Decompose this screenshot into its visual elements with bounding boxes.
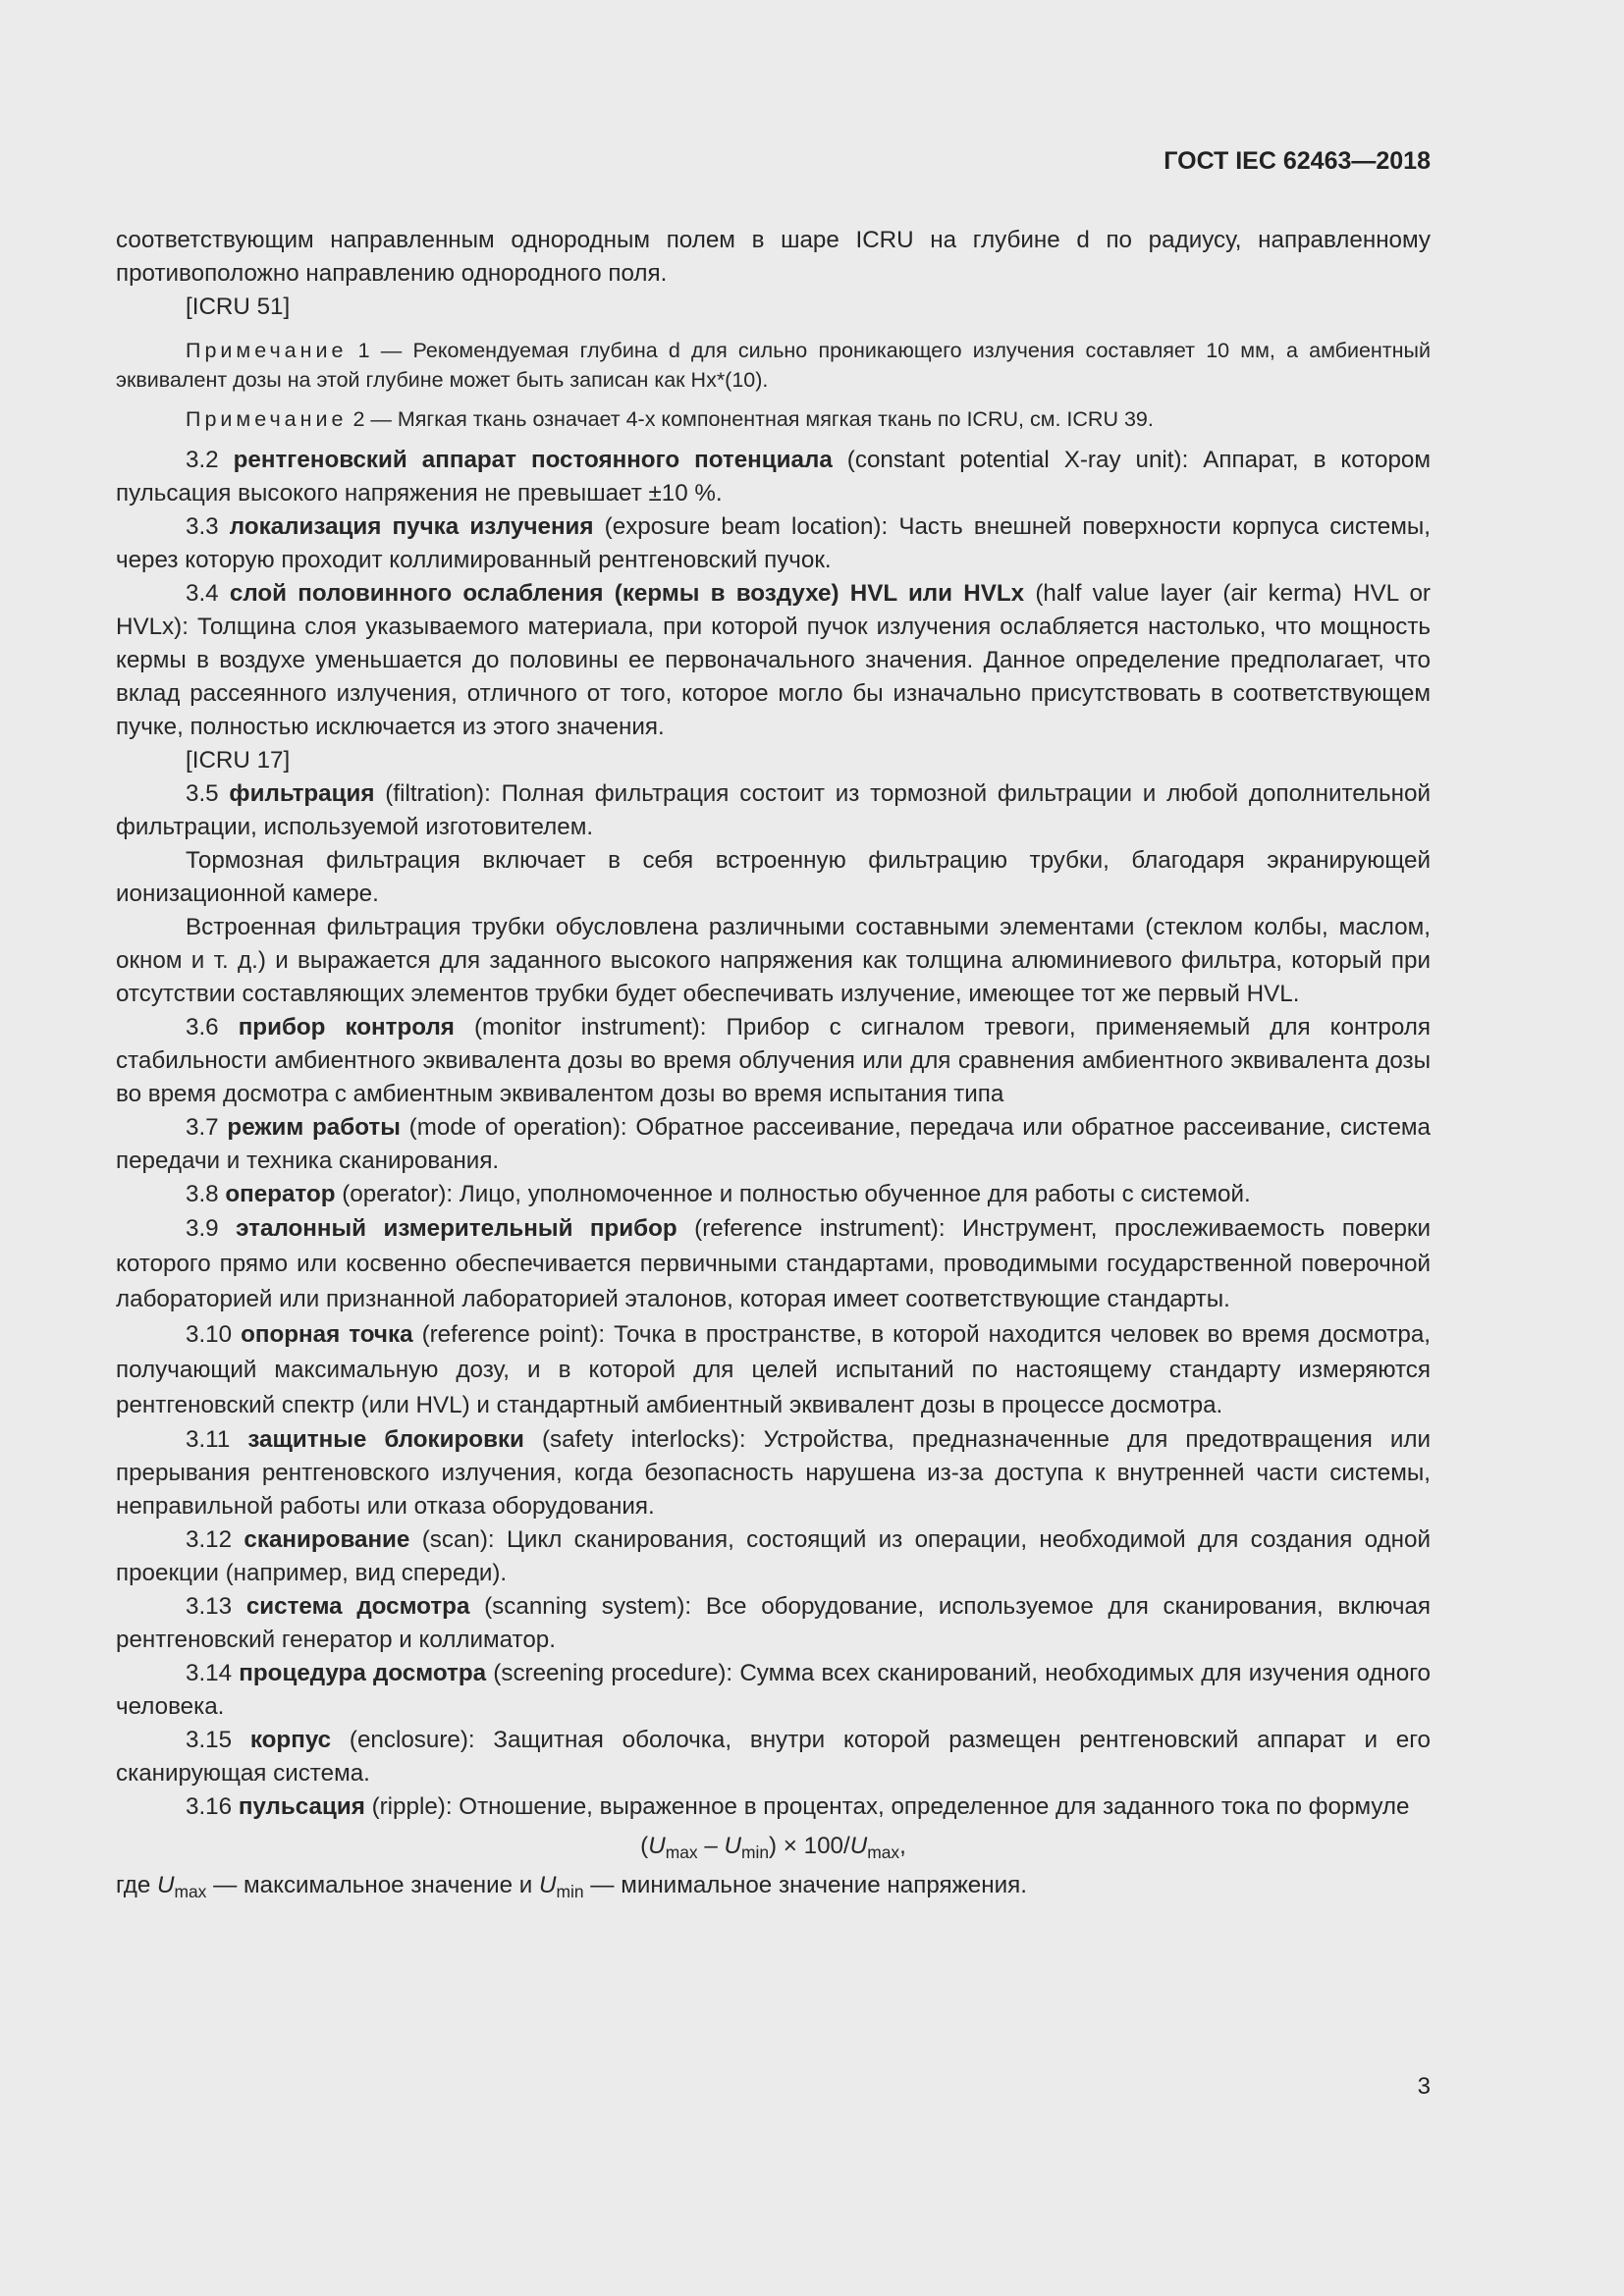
filtration-paragraph-1: Тормозная фильтрация включает в себя встроенную фильтрацию трубки, благодаря экранирующей ионизационной камере.	[116, 847, 1431, 907]
definition-3-7: 3.7 режим работы (mode of operation): Обратное рассеивание, передача или обратное рассеивание, система передачи и техника сканирования.	[116, 1114, 1431, 1174]
filtration-paragraph-2: Встроенная фильтрация трубки обусловлена различными составными элементами (стеклом колбы, маслом, окном и т. д.) и выражается для заданного высокого напряжения как толщина алюминиевого фильтра, который при отсутствии составляющих элементов трубки будет обеспечивать излучение, имеющее тот же первый HVL.	[116, 914, 1431, 1007]
document-header: ГОСТ IEC 62463—2018	[1164, 147, 1431, 175]
definition-3-10: 3.10 опорная точка (reference point): Точка в пространстве, в которой находится человек во время досмотра, получающий максимальную дозу, и в которой для целей испытаний по настоящему стандарту измеряются рентгеновский спектр (или HVL) и стандартный амбиентный эквивалент дозы в процессе досмотра.	[116, 1321, 1431, 1418]
definition-3-4-reference: [ICRU 17]	[186, 747, 291, 774]
definition-3-5: 3.5 фильтрация (filtration): Полная фильтрация состоит из тормозной фильтрации и любой дополнительной фильтрации, используемой изготовителем.	[116, 780, 1431, 840]
definition-3-14: 3.14 процедура досмотра (screening procedure): Сумма всех сканирований, необходимых для изучения одного человека.	[116, 1660, 1431, 1720]
definition-3-15: 3.15 корпус (enclosure): Защитная оболочка, внутри которой размещен рентгеновский аппарат и его сканирующая система.	[116, 1727, 1431, 1787]
definition-3-6: 3.6 прибор контроля (monitor instrument): Прибор с сигналом тревоги, применяемый для контроля стабильности амбиентного эквивалента дозы во время облучения или для сравнения амбиентного эквивалента дозы во время досмотра с амбиентным эквивалентом дозы во время испытания типа	[116, 1014, 1431, 1107]
definition-3-13: 3.13 система досмотра (scanning system): Все оборудование, используемое для сканирования, включая рентгеновский генератор и коллиматор.	[116, 1593, 1431, 1653]
document-body	[116, 224, 1431, 1902]
page-number: 3	[1417, 2073, 1431, 2100]
definition-3-11: 3.11 защитные блокировки (safety interlocks): Устройства, предназначенные для предотвращения или прерывания рентгеновского излучения, когда безопасность нарушена из-за доступа к внутренней части системы, неправильной работы или отказа оборудования.	[116, 1426, 1431, 1520]
definition-3-9: 3.9 эталонный измерительный прибор (reference instrument): Инструмент, прослеживаемость поверки которого прямо или косвенно обеспечивается первичными стандартами, проводимыми государственной поверочной лабораторией или признанной лабораторией эталонов, которая имеет соответствующие стандарты.	[116, 1215, 1431, 1312]
note-2: Примечание 2 — Мягкая ткань означает 4-х компонентная мягкая ткань по ICRU, см. ICRU 39.	[186, 407, 1154, 431]
definition-3-2: 3.2 рентгеновский аппарат постоянного потенциала (constant potential X-ray unit): Аппарат, в котором пульсация высокого напряжения не превышает ±10 %.	[116, 447, 1431, 507]
intro-reference: [ICRU 51]	[186, 294, 291, 320]
definition-3-4: 3.4 слой половинного ослабления (кермы в воздухе) HVL или HVLx (half value layer (air kerma) HVL or HVLx): Толщина слоя указываемого материала, при которой пучок излучения ослабляется настолько, что мощность кермы в воздухе уменьшается до половины ее первоначального значения. Данное определение предполагает, что вклад рассеянного излучения, отличного от того, которое могло бы изначально присутствовать в соответствующем пучке, полностью исключается из этого значения.	[116, 580, 1431, 740]
definition-3-12: 3.12 сканирование (scan): Цикл сканирования, состоящий из операции, необходимой для создания одной проекции (например, вид спереди).	[116, 1526, 1431, 1586]
formula-explanation: где $U_{max}$ — максимальное значение и $U_{min}$ — минимальное значение напряжения.	[116, 1872, 1027, 1901]
definition-3-8: 3.8 оператор (operator): Лицо, уполномоченное и полностью обученное для работы с системой.	[186, 1181, 1251, 1207]
intro-paragraph: соответствующим направленным однородным полем в шаре ICRU на глубине d по радиусу, направленному противоположно направлению однородного поля.	[116, 227, 1431, 287]
note-1: Примечание 1 — Рекомендуемая глубина d для сильно проникающего излучения составляет 10 мм, а амбиентный эквивалент дозы на этой глубине может быть записан как Hx*(10).	[116, 339, 1431, 392]
ripple-formula: $(U_{max} - U_{min}) \times 100/U_{max}$,	[640, 1833, 906, 1862]
definition-3-16: 3.16 пульсация (ripple): Отношение, выраженное в процентах, определенное для заданного тока по формуле	[186, 1793, 1410, 1820]
definition-3-3: 3.3 локализация пучка излучения (exposure beam location): Часть внешней поверхности корпуса системы, через которую проходит коллимированный рентгеновский пучок.	[116, 513, 1431, 573]
